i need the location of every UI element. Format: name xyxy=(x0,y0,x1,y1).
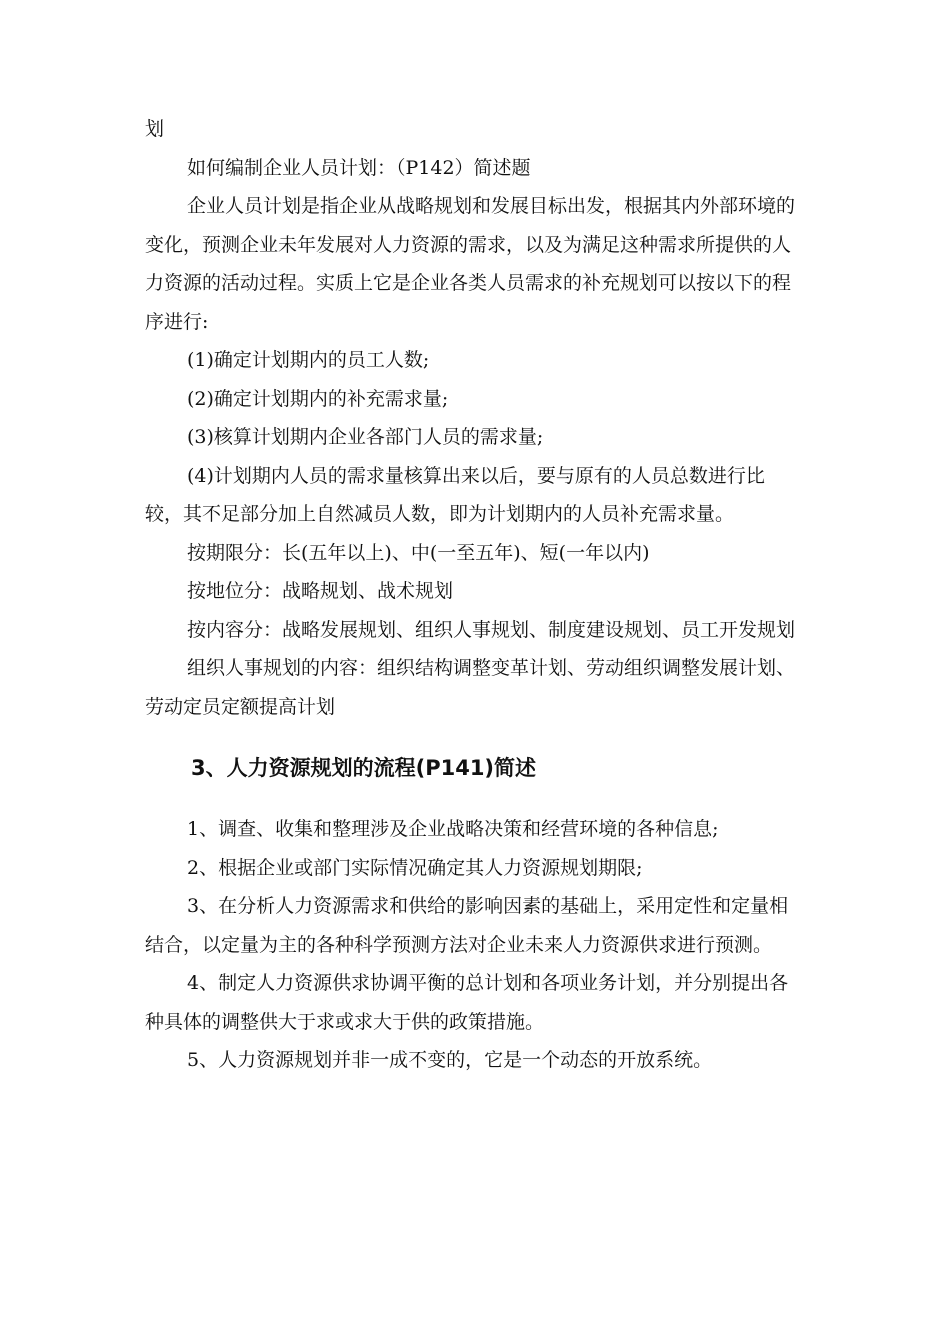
list-item-step-4: (4)计划期内人员的需求量核算出来以后，要与原有的人员总数进行比较，其不足部分加上自然减员人数，即为计划期内的人员补充需求量。 xyxy=(145,464,765,525)
paragraph-by-content: 按内容分：战略发展规划、组织人事规划、制度建设规划、员工开发规划 xyxy=(187,618,796,641)
paragraph-org-planning: 组织人事规划的内容：组织结构调整变革计划、劳动组织调整发展计划、劳动定员定额提高计划 xyxy=(145,657,796,718)
list-item-step-3: (3)核算计划期内企业各部门人员的需求量; xyxy=(187,426,544,448)
paragraph-by-status: 按地位分：战略规划、战术规划 xyxy=(187,580,454,602)
list-item-step-1: (1)确定计划期内的员工人数; xyxy=(187,349,430,371)
paragraph-definition: 企业人员计划是指企业从战略规划和发展目标出发，根据其内外部环境的变化，预测企业未年发展对人力资源的需求，以及为满足这种需求所提供的人力资源的活动过程。实质上它是企业各类人员需求的补充规划可以按以下的程序进行: xyxy=(145,195,796,333)
document-body xyxy=(145,110,795,1080)
list-item-flow-3: 3、在分析人力资源需求和供给的影响因素的基础上，采用定性和定量相结合，以定量为主的各种科学预测方法对企业未来人力资源供求进行预测。 xyxy=(145,895,789,956)
list-item-step-2: (2)确定计划期内的补充需求量; xyxy=(187,387,449,410)
paragraph-question: 如何编制企业人员计划：（P142）简述题 xyxy=(187,156,531,179)
list-item-flow-4: 4、制定人力资源供求协调平衡的总计划和各项业务计划，并分别提出各种具体的调整供大于求或求大于供的政策措施。 xyxy=(145,972,789,1033)
list-item-flow-1: 1、调查、收集和整理涉及企业战略决策和经营环境的各种信息; xyxy=(187,818,719,840)
paragraph-continuation: 划 xyxy=(145,118,165,140)
section-heading: 3、人力资源规划的流程(P141)简述 xyxy=(191,756,537,780)
paragraph-by-term: 按期限分：长(五年以上)、中(一至五年)、短(一年以内) xyxy=(187,541,650,564)
list-item-flow-2: 2、根据企业或部门实际情况确定其人力资源规划期限; xyxy=(187,856,643,879)
list-item-flow-5: 5、人力资源规划并非一成不变的，它是一个动态的开放系统。 xyxy=(187,1049,713,1071)
